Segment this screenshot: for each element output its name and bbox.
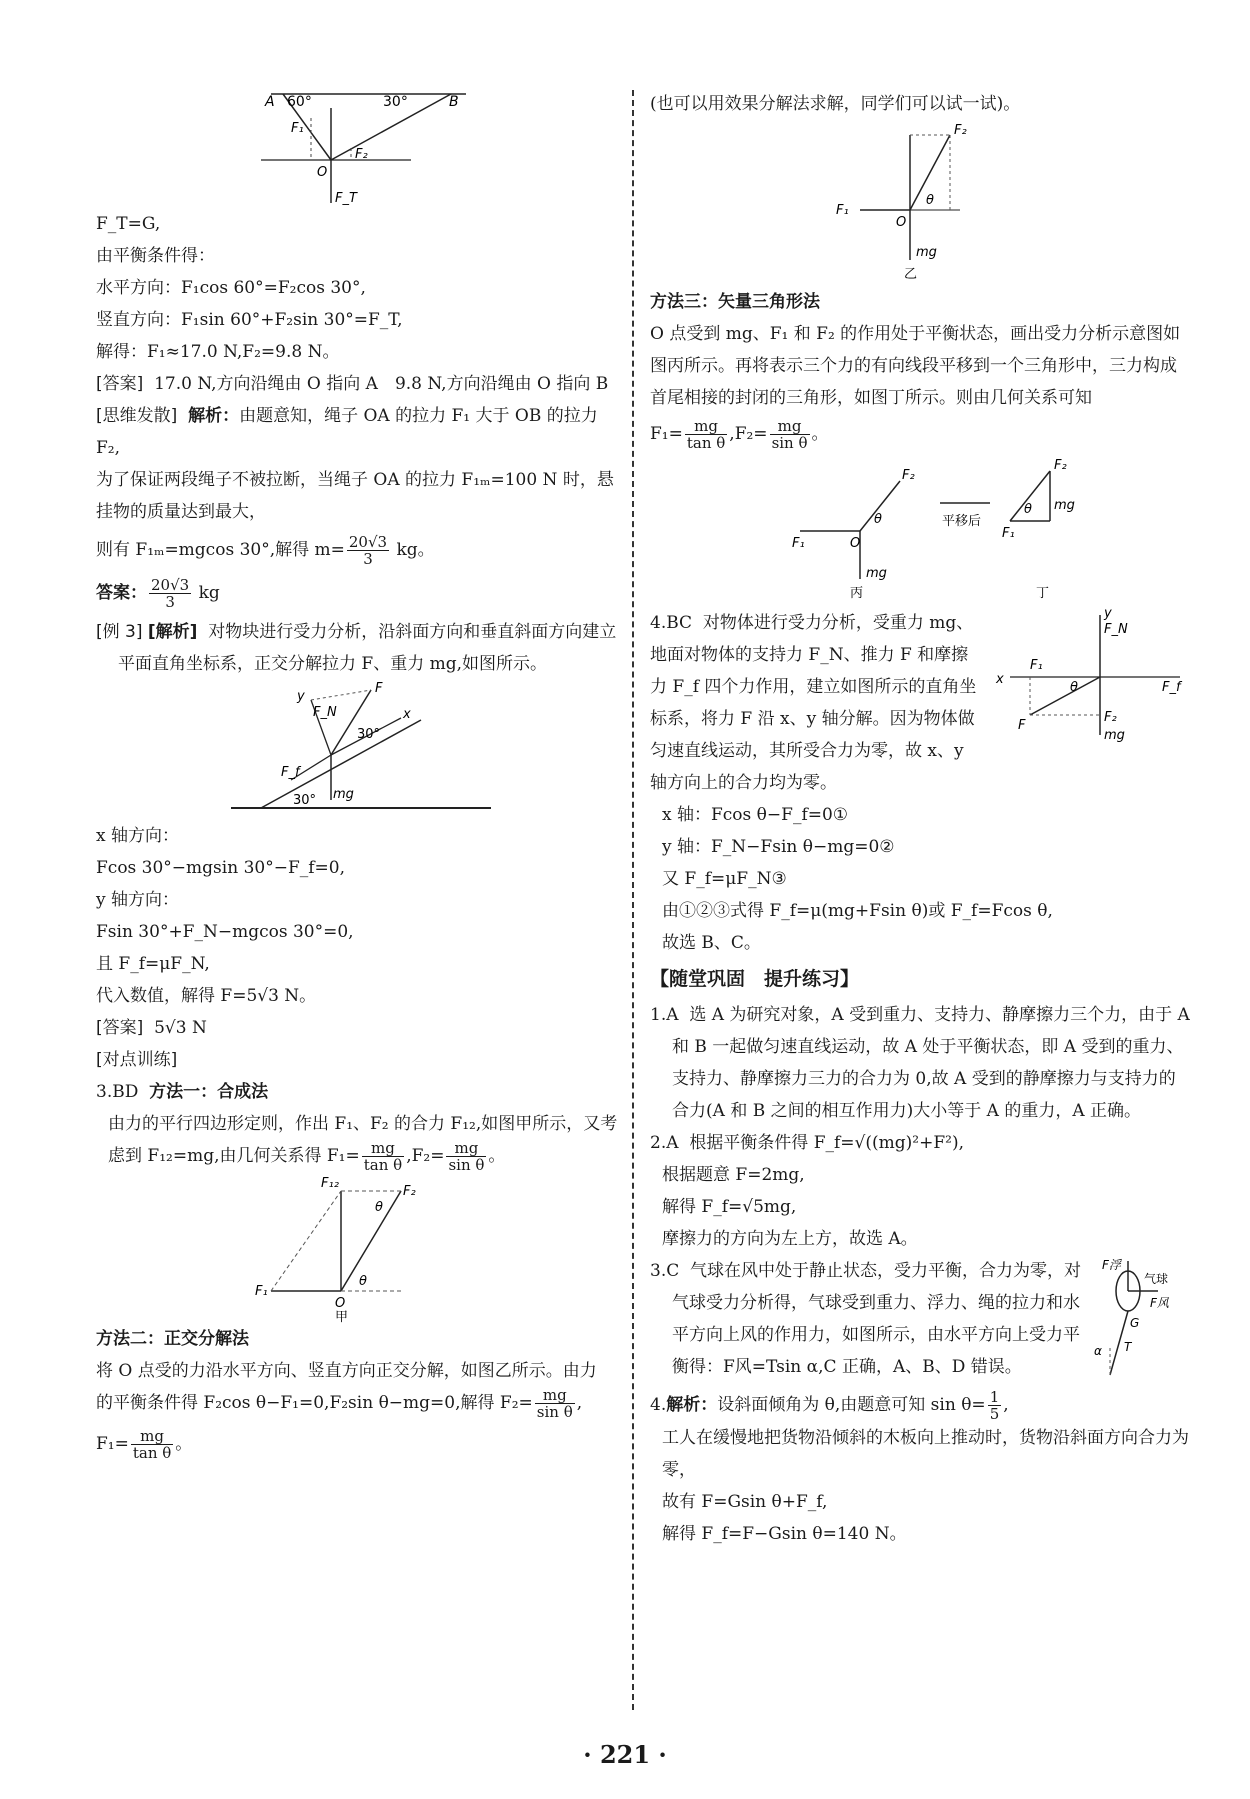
- mg-label: mg: [333, 787, 354, 802]
- question-number: 1.A: [650, 1005, 679, 1025]
- text-part: 。: [175, 1434, 193, 1454]
- denominator: 3: [363, 550, 373, 568]
- text-line: x 轴：Fcos θ−F_f=0①: [662, 805, 849, 825]
- y-axis-label: y: [1104, 607, 1112, 621]
- shift-label: 平移后: [942, 514, 982, 529]
- answer-text: 5√3 N: [154, 1018, 207, 1038]
- text-line: 代入数值，解得 F=5√3 N。: [96, 986, 317, 1006]
- f-label: F: [375, 681, 383, 696]
- text-part: F₁=: [650, 424, 683, 444]
- figure-jia: [251, 1173, 471, 1323]
- y-axis-label: y: [297, 689, 305, 704]
- text-part: ,: [1003, 1395, 1009, 1415]
- mg-label: mg: [866, 566, 887, 581]
- f2-label: F₂: [1104, 710, 1117, 725]
- exercise-1: [650, 999, 1190, 1127]
- exercise-2: [650, 1127, 1190, 1159]
- text-part: ,F₂=: [729, 424, 768, 444]
- text-line: 故选 B、C。: [662, 933, 761, 953]
- answer-2: [96, 577, 626, 610]
- question-4-block: [650, 607, 1190, 799]
- figure-caption: 乙: [904, 267, 918, 280]
- method-title: 方法三：矢量三角形法: [650, 292, 820, 312]
- thinking-text: 由题意知，绳子 OA 的拉力 F₁ 大于 OB 的拉力 F₂,: [96, 406, 598, 458]
- denominator: 3: [165, 593, 175, 611]
- question-text: 对物体进行受力分析，受重力 mg、地面对物体的支持力 F_N、推力 F 和摩擦力 F_f 四个力作用，建立如图所示的直角坐标系，将力 F 沿 x、y 轴分解。因为物体做匀速直线运动，其所受合力为零，故 x、y 轴方向上的合力均为零。: [650, 613, 977, 793]
- fn-label: F_N: [313, 705, 337, 720]
- o-label: O: [896, 215, 907, 230]
- point-b-label: B: [449, 94, 459, 110]
- angle-30-label: 30°: [357, 727, 381, 742]
- o-label: O: [850, 536, 861, 551]
- angle-60-label: 60°: [287, 94, 312, 110]
- f2-label: F₂: [403, 1184, 416, 1199]
- angle-30-label: 30°: [293, 793, 317, 808]
- alpha-label: α: [1094, 1344, 1102, 1358]
- t-label: T: [1124, 1340, 1132, 1354]
- left-column: [96, 88, 626, 1461]
- fraction: [535, 1387, 575, 1420]
- text-line: [650, 418, 1190, 451]
- example-tag: [例 3]: [96, 622, 143, 642]
- theta-label: θ: [874, 512, 882, 527]
- f1-label: F₁: [1030, 658, 1043, 673]
- mg-label: mg: [1104, 728, 1125, 743]
- answer-text: 17.0 N,方向沿绳由 O 指向 A 9.8 N,方向沿绳由 O 指向 B: [154, 374, 609, 394]
- numerator: mg: [770, 418, 810, 435]
- theta-label: θ: [359, 1274, 367, 1289]
- method-title: 方法一：合成法: [149, 1082, 269, 1102]
- numerator: 20√3: [151, 576, 190, 594]
- text-part: ,F₂=: [406, 1146, 445, 1166]
- theta-label: θ: [1070, 680, 1078, 695]
- fraction: [362, 1140, 404, 1173]
- text-part: 。: [488, 1146, 506, 1166]
- denominator: sin θ: [771, 434, 808, 452]
- f-buoyancy-label: F浮: [1102, 1258, 1121, 1272]
- text-line: [96, 534, 626, 567]
- text-part: F₁=: [96, 1434, 129, 1454]
- text-line: 故有 F=Gsin θ+F_f,: [662, 1492, 828, 1512]
- right-column: [650, 88, 1190, 1550]
- text-line: y 轴方向：: [96, 890, 180, 910]
- method-title: 方法二：正交分解法: [96, 1329, 249, 1349]
- question-number: 3.BD: [96, 1082, 139, 1102]
- fraction: [770, 418, 810, 451]
- theta-label: θ: [375, 1200, 383, 1215]
- text-line: 由力的平行四边形定则，作出 F₁、F₂ 的合力 F₁₂,如图甲所示，又考: [108, 1114, 618, 1134]
- section-heading: 【随堂巩固 提升练习】: [650, 968, 860, 990]
- text-line: 解得 F_f=√5mg,: [662, 1197, 797, 1217]
- figure-push-block: [990, 607, 1190, 757]
- theta-label: θ: [926, 193, 934, 208]
- answer-tag: [答案]: [96, 1018, 144, 1038]
- answer-3: [96, 1012, 626, 1044]
- f2-label: F₂: [1054, 458, 1067, 473]
- figure-incline: [221, 680, 501, 820]
- ft-label: F_T: [335, 191, 357, 206]
- g-label: G: [1130, 1316, 1140, 1330]
- text-line: 摩擦力的方向为左上方，故选 A。: [662, 1229, 918, 1249]
- f1-label: F₁: [1002, 526, 1015, 541]
- text-part: 设斜面倾角为 θ,由题意可知 sin θ=: [717, 1395, 986, 1415]
- question-4: [650, 607, 980, 799]
- numerator: mg: [446, 1140, 486, 1157]
- question-3: [96, 1076, 626, 1108]
- text-part: 的平衡条件得 F₂cos θ−F₁=0,F₂sin θ−mg=0,解得 F₂=: [96, 1393, 533, 1413]
- mg-label: mg: [1054, 498, 1075, 513]
- fraction: [988, 1389, 1002, 1422]
- text-line: 由平衡条件得：: [96, 246, 215, 266]
- f2-label: F₂: [954, 123, 967, 138]
- f2-label: F₂: [355, 147, 368, 162]
- text-line: 且 F_f=μF_N,: [96, 954, 210, 974]
- text-line: 根据题意 F=2mg,: [662, 1165, 805, 1185]
- figure-caption: 甲: [335, 1310, 349, 1323]
- denominator: 5: [989, 1405, 1000, 1423]
- question-number: 4.: [650, 1395, 667, 1415]
- answer-1: [96, 368, 626, 400]
- column-divider: [632, 90, 634, 1710]
- text-line: y 轴：F_N−Fsin θ−mg=0②: [662, 837, 895, 857]
- text-part: 虑到 F₁₂=mg,由几何关系得 F₁=: [108, 1146, 360, 1166]
- ff-label: F_f: [1162, 680, 1181, 695]
- text-part: kg: [198, 583, 220, 603]
- answer-tag: [答案]: [96, 374, 144, 394]
- fraction: [446, 1140, 486, 1173]
- denominator: sin θ: [536, 1403, 573, 1421]
- text-line: (也可以用效果分解法求解，同学们可以试一试)。: [650, 94, 1021, 114]
- denominator: tan θ: [686, 434, 726, 452]
- text-block: O 点受到 mg、F₁ 和 F₂ 的作用处于平衡状态，画出受力分析示意图如图丙所示。再将表示三个力的有向线段平移到一个三角形中，三力构成首尾相接的封闭的三角形，如图丁所示。则由几何关系可知: [650, 324, 1181, 408]
- text-line: 竖直方向：F₁sin 60°+F₂sin 30°=F_T,: [96, 310, 403, 330]
- denominator: tan θ: [132, 1444, 172, 1462]
- text-line: 工人在缓慢地把货物沿倾斜的木板向上推动时，货物沿斜面方向合力为零，: [662, 1428, 1189, 1480]
- thinking-tag: [思维发散]: [96, 406, 178, 426]
- fn-label: F_N: [1104, 622, 1128, 637]
- text-line: F_T=G,: [96, 214, 161, 234]
- fraction: [131, 1428, 173, 1461]
- fraction: [347, 534, 389, 567]
- f12-label: F₁₂: [321, 1176, 339, 1191]
- text-part: 根据平衡条件得 F_f=√((mg)²+F²),: [689, 1133, 964, 1153]
- question-number: 2.A: [650, 1133, 679, 1153]
- text-line: Fcos 30°−mgsin 30°−F_f=0,: [96, 858, 345, 878]
- mg-label: mg: [916, 245, 937, 260]
- text-line: 水平方向：F₁cos 60°=F₂cos 30°,: [96, 278, 366, 298]
- angle-30-label: 30°: [383, 94, 408, 110]
- figure-caption: 丙: [850, 586, 864, 601]
- f1-label: F₁: [291, 121, 304, 136]
- text-line: [96, 1387, 626, 1420]
- text-line: [96, 1428, 626, 1461]
- text-line: Fsin 30°+F_N−mgcos 30°=0,: [96, 922, 354, 942]
- figure-yi: [820, 120, 1020, 280]
- f1-label: F₁: [792, 536, 805, 551]
- practice-heading: [对点训练]: [96, 1050, 178, 1070]
- analysis-tag: [解析]: [147, 622, 198, 642]
- question-number: 3.C: [650, 1261, 680, 1281]
- f1-label: F₁: [836, 203, 849, 218]
- text-line: 为了保证两段绳子不被拉断，当绳子 OA 的拉力 F₁ₘ=100 N 时，悬挂物的质量达到最大，: [96, 470, 614, 522]
- denominator: sin θ: [448, 1156, 485, 1174]
- exercise-4: [650, 1389, 1190, 1422]
- f-label: F: [1018, 718, 1026, 733]
- o-label: O: [335, 1296, 346, 1311]
- page-number: · 221 ·: [583, 1740, 667, 1769]
- x-axis-label: x: [403, 707, 411, 722]
- text-part: kg。: [396, 540, 435, 560]
- text-part: 。: [811, 424, 829, 444]
- o-label: O: [317, 165, 328, 180]
- fraction: [685, 418, 727, 451]
- numerator: mg: [362, 1140, 404, 1157]
- answer-tag: 答案：: [96, 583, 147, 603]
- numerator: mg: [535, 1387, 575, 1404]
- theta-label: θ: [1024, 502, 1032, 517]
- exercise-3: [650, 1255, 1092, 1383]
- text-line: 又 F_f=μF_N③: [662, 869, 787, 889]
- figure-caption: 丁: [1036, 586, 1050, 601]
- numerator: 20√3: [348, 533, 388, 551]
- analysis-lead: 解析：: [188, 406, 240, 426]
- thinking-1: [96, 400, 626, 464]
- x-axis-label: x: [996, 672, 1004, 687]
- balloon-label: 气球: [1144, 1272, 1169, 1286]
- example-text: 对物块进行受力分析，沿斜面方向和垂直斜面方向建立平面直角坐标系，正交分解拉力 F、重力 mg,如图所示。: [118, 622, 617, 674]
- text-part: ,: [576, 1393, 583, 1413]
- text-line: 将 O 点受的力沿水平方向、竖直方向正交分解，如图乙所示。由力: [96, 1361, 597, 1381]
- f1-label: F₁: [255, 1284, 268, 1299]
- numerator: mg: [131, 1428, 173, 1445]
- text-line: 解得 F_f=F−Gsin θ=140 N。: [662, 1524, 907, 1544]
- denominator: tan θ: [363, 1156, 403, 1174]
- question-text: 选 A 为研究对象，A 受到重力、支持力、静摩擦力三个力，由于 A 和 B 一起做匀速直线运动，故 A 处于平衡状态，即 A 受到的重力、支持力、静摩擦力三力的合力为 0,故 A 受到的静摩擦力与支持力的合力(A 和 B 之间的相互作用力)大小等于 A 的重力，A 正确。: [672, 1005, 1190, 1121]
- text-line: x 轴方向：: [96, 826, 179, 846]
- numerator: 1: [989, 1388, 1000, 1406]
- figure-rope-tension: [251, 88, 471, 208]
- text-part: 则有 F₁ₘ=mgcos 30°,解得 m=: [96, 540, 345, 560]
- text-line: 解得：F₁≈17.0 N,F₂=9.8 N。: [96, 342, 340, 362]
- text-line: 由①②③式得 F_f=μ(mg+Fsin θ)或 F_f=Fcos θ,: [662, 901, 1053, 921]
- fraction: [149, 577, 191, 610]
- ff-label: F_f: [281, 765, 300, 780]
- text-line: [96, 1140, 626, 1173]
- exercise-3-block: [650, 1255, 1190, 1383]
- numerator: mg: [685, 418, 727, 435]
- example-3: [96, 616, 626, 680]
- f-wind-label: F风: [1150, 1296, 1169, 1310]
- f2-label: F₂: [902, 468, 915, 483]
- question-text: 气球在风中处于静止状态，受力平衡，合力为零，对气球受力分析得，气球受到重力、浮力、绳的拉力和水平方向上风的作用力，如图所示，由水平方向上受力平衡得：F风=Tsin α,C 正确，A、B、D 错误。: [672, 1261, 1082, 1377]
- point-a-label: A: [265, 94, 275, 110]
- analysis-lead: 解析：: [666, 1395, 718, 1415]
- figure-bing-ding: [740, 451, 1100, 601]
- question-number: 4.BC: [650, 613, 693, 633]
- figure-balloon: [1080, 1255, 1190, 1385]
